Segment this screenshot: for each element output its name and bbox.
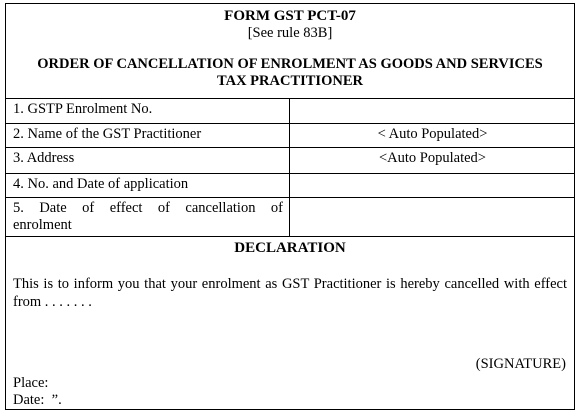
place-label: Place: bbox=[13, 375, 49, 391]
table-row bbox=[6, 198, 574, 237]
table-row bbox=[6, 99, 574, 124]
row-value-practitioner-name: < Auto Populated> bbox=[290, 124, 575, 148]
form-title: FORM GST PCT-07 bbox=[224, 8, 356, 24]
row-label-cancellation-date bbox=[6, 198, 290, 237]
row-label-line: 5. Date of effect of cancellation of bbox=[13, 200, 283, 216]
form-heading: ORDER OF CANCELLATION OF ENROLMENT AS GOODS AND SERVICES TAX PRACTITIONER bbox=[37, 56, 543, 89]
declaration-title: DECLARATION bbox=[234, 240, 346, 256]
signature-label: (SIGNATURE) bbox=[475, 356, 566, 372]
row-label-address: 3. Address bbox=[6, 148, 290, 174]
row-value-cancellation-date bbox=[290, 198, 575, 237]
details-table bbox=[6, 99, 574, 237]
form-header bbox=[6, 4, 574, 99]
row-label-enrolment-no: 1. GSTP Enrolment No. bbox=[6, 99, 290, 124]
table-row bbox=[6, 174, 574, 198]
row-label-application: 4. No. and Date of application bbox=[6, 174, 290, 198]
table-row bbox=[6, 148, 574, 174]
row-value-address: <Auto Populated> bbox=[290, 148, 575, 174]
rule-reference: [See rule 83B] bbox=[247, 25, 333, 41]
row-label-line: enrolment bbox=[13, 217, 72, 233]
table-row bbox=[6, 124, 574, 148]
row-label-practitioner-name: 2. Name of the GST Practitioner bbox=[6, 124, 290, 148]
place-date-block bbox=[13, 375, 62, 409]
date-label: Date: ”. bbox=[13, 392, 62, 408]
declaration-text: This is to inform you that your enrolment as GST Practitioner is hereby cancelled with effect from . . . . . . . bbox=[13, 276, 567, 310]
row-value-enrolment-no bbox=[290, 99, 575, 124]
row-value-application bbox=[290, 174, 575, 198]
gst-pct-07-form bbox=[5, 3, 575, 410]
